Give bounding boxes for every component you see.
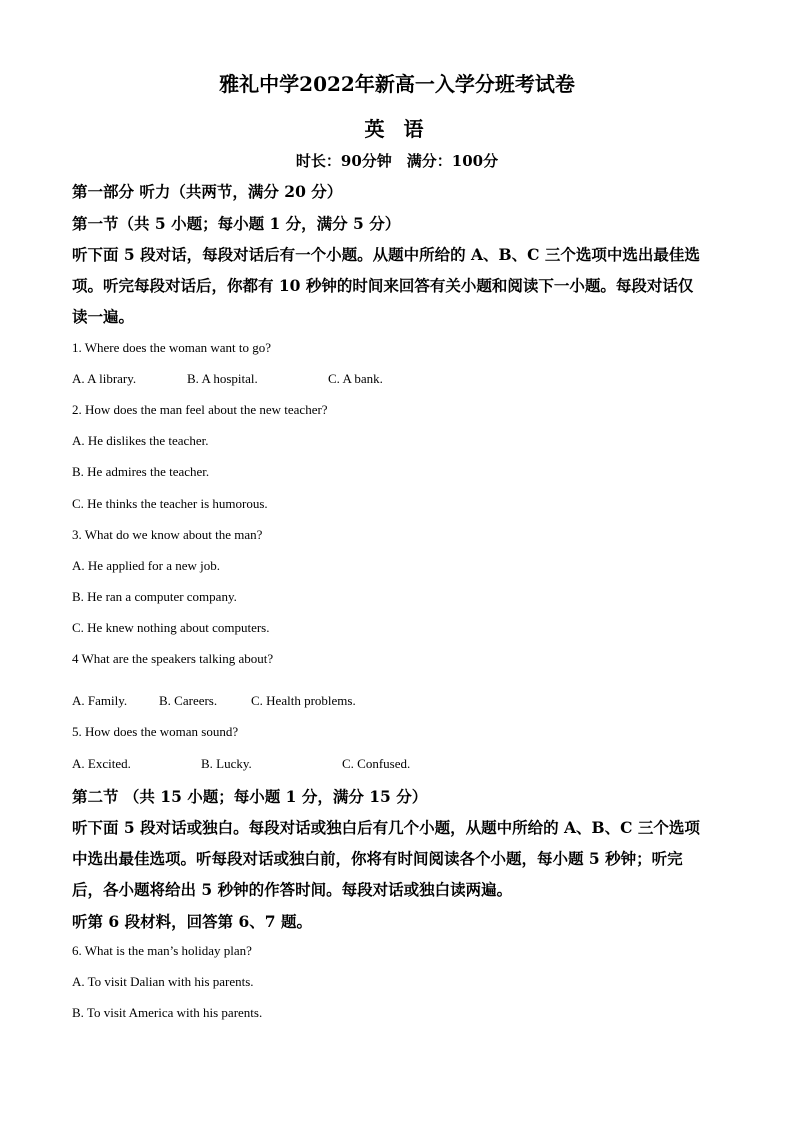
option: C. A bank. bbox=[328, 371, 383, 386]
question-stem: 3. What do we know about the man? bbox=[72, 527, 263, 542]
option: B. Careers. bbox=[159, 693, 218, 708]
section2-instructions-line: 中选出最佳选项。听每段对话或独白前，你将有时间阅读各个小题，每小题 5 秒钟；听完 bbox=[72, 849, 683, 868]
option: B. Lucky. bbox=[201, 756, 252, 771]
section2-instructions-line: 听下面 5 段对话或独白。每段对话或独白后有几个小题，从题中所给的 A、B、C 三个选项 bbox=[72, 818, 700, 837]
option: A. A library. bbox=[72, 371, 137, 386]
option: B. He admires the teacher. bbox=[72, 464, 210, 479]
part1-heading: 第一部分 听力（共两节，满分 20 分） bbox=[72, 182, 343, 201]
section1-instructions-line: 项。听完每段对话后，你都有 10 秒钟的时间来回答有关小题和阅读下一小题。每段对话仅 bbox=[72, 276, 694, 295]
question-stem: 6. What is the man’s holiday plan? bbox=[72, 943, 252, 958]
exam-meta: 时长：90分钟 满分：100分 bbox=[295, 152, 499, 170]
question-stem: 1. Where does the woman want to go? bbox=[72, 340, 272, 355]
question-stem: 5. How does the woman sound? bbox=[72, 724, 239, 739]
section1-instructions-line: 读一遍。 bbox=[72, 307, 135, 326]
option: A. He dislikes the teacher. bbox=[72, 433, 209, 448]
option: A. Family. bbox=[72, 693, 128, 708]
section1-heading: 第一节（共 5 小题；每小题 1 分，满分 5 分） bbox=[72, 214, 401, 233]
option: A. He applied for a new job. bbox=[72, 558, 221, 573]
option: C. Confused. bbox=[342, 756, 411, 771]
option: A. Excited. bbox=[72, 756, 131, 771]
option: C. He knew nothing about computers. bbox=[72, 620, 270, 635]
subject-title: 英 语 bbox=[364, 117, 430, 141]
option: C. Health problems. bbox=[251, 693, 356, 708]
option: B. He ran a computer company. bbox=[72, 589, 237, 604]
section2-instructions-line: 后，各小题将给出 5 秒钟的作答时间。每段对话或独白读两遍。 bbox=[72, 880, 513, 899]
question-stem: 2. How does the man feel about the new teacher? bbox=[72, 402, 328, 417]
option: B. A hospital. bbox=[187, 371, 258, 386]
section2-heading: 第二节 （共 15 小题；每小题 1 分，满分 15 分） bbox=[72, 787, 428, 806]
option: A. To visit Dalian with his parents. bbox=[72, 974, 254, 989]
option: C. He thinks the teacher is humorous. bbox=[72, 496, 268, 511]
question-stem: 4 What are the speakers talking about? bbox=[72, 651, 274, 666]
option: B. To visit America with his parents. bbox=[72, 1005, 263, 1020]
material-heading: 听第 6 段材料，回答第 6、7 题。 bbox=[72, 912, 312, 931]
exam-title: 雅礼中学2022年新高一入学分班考试卷 bbox=[219, 72, 575, 96]
section1-instructions-line: 听下面 5 段对话，每段对话后有一个小题。从题中所给的 A、B、C 三个选项中选出最佳选 bbox=[72, 245, 700, 264]
